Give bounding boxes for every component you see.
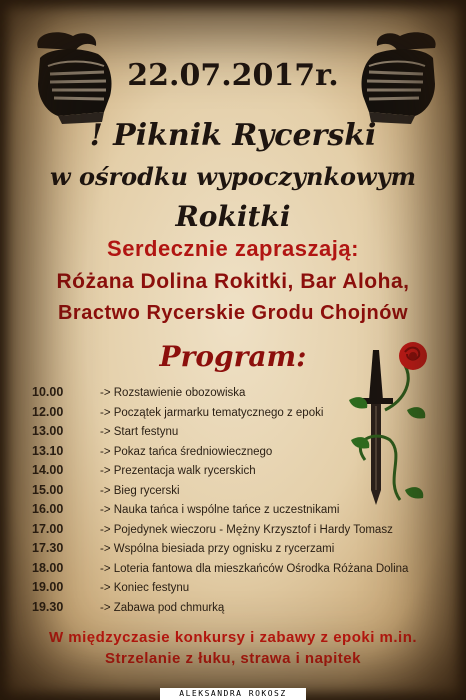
hosts-line-2: Bractwo Rycerskie Grodu Chojnów: [57, 302, 408, 324]
schedule-time: 13.00: [32, 424, 64, 438]
event-location-name: Rokitki: [175, 200, 291, 233]
program-heading: Program:: [159, 340, 307, 373]
schedule-time: 14.00: [32, 463, 64, 477]
schedule-event: -> Wspólna biesiada przy ognisku z rycerzami: [100, 543, 335, 555]
schedule-event: -> Pokaz tańca średniowiecznego: [100, 445, 273, 458]
schedule-event: -> Nauka tańca i wspólne tańce z uczestnikami: [100, 504, 340, 516]
rose-icon: [399, 342, 427, 370]
schedule-event: -> Loteria fantowa dla mieszkańców Ośrodka Różana Dolina: [100, 562, 409, 575]
schedule-event: -> Początek jarmarku tematycznego z epoki: [100, 406, 324, 419]
schedule-row: [32, 385, 452, 405]
schedule-row: [32, 541, 452, 561]
schedule-time: 19.30: [32, 599, 64, 614]
schedule-row: [32, 483, 452, 503]
invite-heading: Serdecznie zapraszają:: [107, 236, 359, 261]
event-location-line: w ośrodku wypoczynkowym: [49, 162, 417, 191]
schedule-event: -> Bieg rycerski: [100, 484, 180, 497]
schedule-row: [32, 600, 452, 620]
schedule-row: [32, 580, 452, 600]
footer-line-2: Strzelanie z łuku, strawa i napitek: [105, 650, 361, 667]
schedule-row: [32, 463, 452, 483]
schedule-event: -> Start festynu: [100, 426, 179, 438]
hosts-line-1: Różana Dolina Rokitki, Bar Aloha,: [56, 270, 410, 293]
program-schedule: [32, 385, 452, 619]
schedule-row: [32, 424, 452, 444]
schedule-time: 12.00: [32, 404, 64, 419]
schedule-row: [32, 405, 452, 425]
schedule-event: -> Prezentacja walk rycerskich: [100, 465, 256, 477]
schedule-time: 13.10: [32, 443, 64, 458]
schedule-time: 10.00: [32, 385, 64, 399]
schedule-row: [32, 444, 452, 464]
schedule-event: -> Koniec festynu: [100, 582, 190, 594]
schedule-time: 18.00: [32, 560, 64, 575]
schedule-row: [32, 502, 452, 522]
author-credit: ALEKSANDRA ROKOSZ: [160, 688, 306, 700]
schedule-time: 17.00: [32, 521, 64, 536]
schedule-time: 15.00: [32, 482, 64, 497]
event-date: 22.07.2017r.: [127, 58, 339, 93]
schedule-event: -> Rozstawienie obozowiska: [100, 387, 246, 399]
schedule-row: [32, 522, 452, 542]
schedule-row: [32, 561, 452, 581]
event-title: ! Piknik Rycerski: [89, 118, 377, 153]
schedule-event: -> Pojedynek wieczoru - Mężny Krzysztof i Hardy Tomasz: [100, 523, 393, 536]
footer-line-1: W międzyczasie konkursy i zabawy z epoki m.in.: [48, 629, 418, 646]
schedule-event: -> Zabawa pod chmurką: [100, 601, 225, 614]
schedule-time: 17.30: [32, 541, 64, 555]
schedule-time: 16.00: [32, 502, 64, 516]
schedule-time: 19.00: [32, 580, 64, 594]
